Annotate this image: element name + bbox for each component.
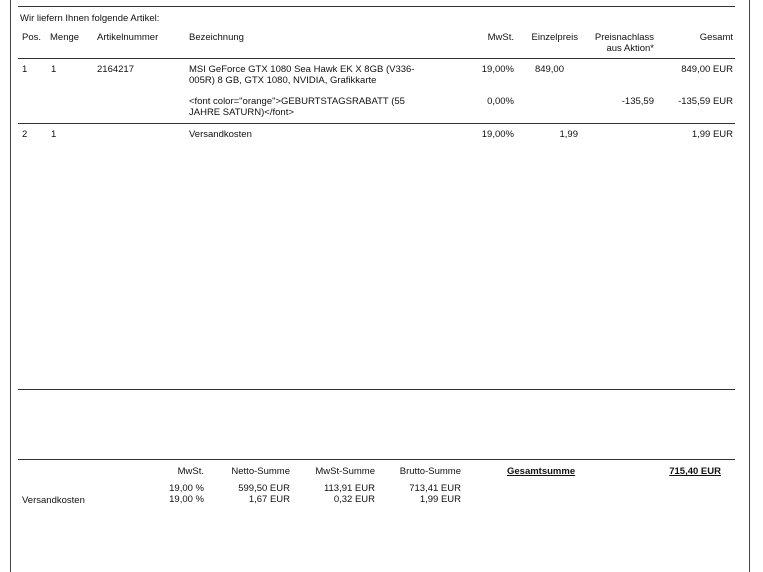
row-mwst: 19,00% — [481, 129, 514, 140]
row-pos: 2 — [22, 129, 28, 140]
row-einzelpreis: 1,99 — [559, 129, 578, 140]
summary-mwst: 19,00 % — [169, 483, 204, 494]
summary-col-netto: Netto-Summe — [231, 466, 290, 477]
col-preisnachlass-sub: aus Aktion* — [606, 43, 654, 54]
row-menge: 1 — [51, 64, 57, 75]
summary-col-mwst: MwSt. — [177, 466, 204, 477]
summary-netto: 1,67 EUR — [248, 494, 290, 505]
summary-label: Versandkosten — [22, 495, 85, 506]
row-bezeichnung: Versandkosten — [189, 129, 252, 140]
summary-netto: 599,50 EUR — [238, 483, 290, 494]
row-artikelnummer: 2164217 — [97, 64, 134, 75]
row-rule — [18, 123, 735, 124]
row-gesamt: 1,99 EUR — [691, 129, 733, 140]
gesamtsumme-value: 715,40 EUR — [669, 466, 721, 477]
col-gesamt: Gesamt — [699, 32, 733, 43]
row-preisnachlass: -135,59 — [621, 96, 654, 107]
row-bezeichnung-line2: JAHRE SATURN)</font> — [189, 107, 294, 118]
summary-brutto: 1,99 EUR — [419, 494, 461, 505]
summary-mwst-summe: 113,91 EUR — [323, 483, 375, 494]
row-mwst: 0,00% — [487, 96, 514, 107]
header-rule — [18, 58, 735, 59]
intro-text: Wir liefern Ihnen folgende Artikel: — [20, 13, 160, 24]
row-einzelpreis: 849,00 — [534, 64, 564, 75]
summary-col-brutto: Brutto-Summe — [399, 466, 461, 477]
col-artikelnummer: Artikelnummer — [97, 32, 159, 43]
col-einzelpreis: Einzelpreis — [531, 32, 578, 43]
col-mwst: MwSt. — [487, 32, 514, 43]
row-bezeichnung: <font color="orange">GEBURTSTAGSRABATT (55 — [189, 96, 405, 107]
col-pos: Pos. — [22, 32, 42, 43]
summary-brutto: 713,41 EUR — [409, 483, 461, 494]
summary-col-mwst-summe: MwSt-Summe — [315, 466, 375, 477]
summary-rule — [18, 459, 735, 460]
row-bezeichnung: MSI GeForce GTX 1080 Sea Hawk EK X 8GB (V336- — [189, 64, 415, 75]
row-pos: 1 — [22, 64, 28, 75]
row-mwst: 19,00% — [481, 64, 514, 75]
row-bezeichnung-line2: 005R) 8 GB, GTX 1080, NVIDIA, Grafikkarte — [189, 75, 377, 86]
row-menge: 1 — [51, 129, 57, 140]
col-menge: Menge — [50, 32, 80, 43]
row-gesamt: -135,59 EUR — [678, 96, 733, 107]
summary-mwst-summe: 0,32 EUR — [333, 494, 375, 505]
top-rule — [18, 6, 735, 7]
col-preisnachlass: Preisnachlass — [594, 32, 654, 43]
row-gesamt: 849,00 EUR — [681, 64, 733, 75]
table-end-rule — [18, 389, 735, 390]
col-bezeichnung: Bezeichnung — [189, 32, 244, 43]
gesamtsumme-label: Gesamtsumme — [507, 466, 576, 477]
summary-mwst: 19,00 % — [169, 494, 204, 505]
